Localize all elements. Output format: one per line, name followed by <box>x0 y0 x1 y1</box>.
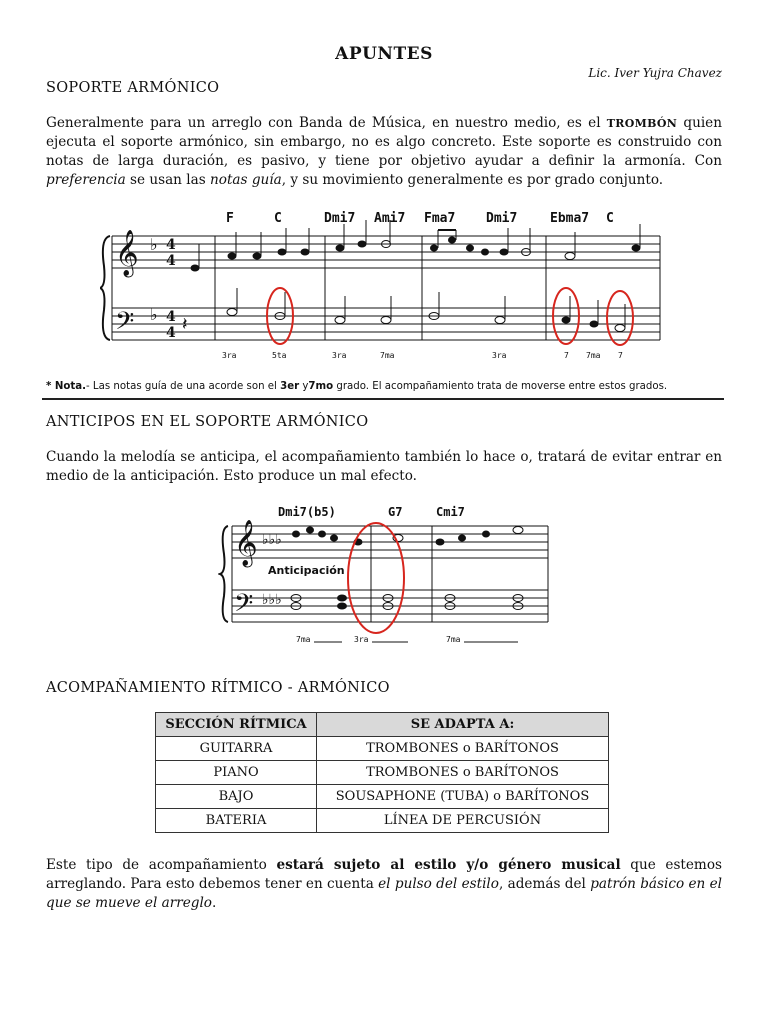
degree-label: 7 <box>618 351 623 360</box>
degree-label: 5ta <box>272 351 287 360</box>
degree-label: 7ma <box>446 635 461 644</box>
treble-clef-icon: 𝄞 <box>234 520 258 566</box>
author-name: Lic. Iver Yujra Chavez <box>588 66 722 80</box>
footnote: * Nota.- Las notas guía de una acorde son el 3er y7mo grado. El acompañamiento trata de moverse entre estos grados. <box>46 381 668 392</box>
rhythm-section-table <box>155 712 609 833</box>
degree-label: 3ra <box>332 351 347 360</box>
anticipation-label: Anticipación <box>268 564 345 577</box>
degree-label: 3ra <box>492 351 507 360</box>
chord-symbol: Dmi7 <box>486 211 518 226</box>
table-row <box>156 737 609 761</box>
bass-clef-icon: 𝄢 <box>234 589 254 624</box>
table-cell: SOUSAPHONE (TUBA) o BARÍTONOS <box>317 785 609 809</box>
music-example-2 <box>218 500 558 650</box>
table-cell: BAJO <box>156 785 317 809</box>
chord-symbol: Ebma7 <box>550 211 590 226</box>
degree-label: 7ma <box>380 351 395 360</box>
degree-label: 7 <box>564 351 569 360</box>
svg-text:4: 4 <box>166 309 176 325</box>
page-title: APUNTES <box>335 44 433 64</box>
degree-label: 7ma <box>296 635 311 644</box>
degree-label: 3ra <box>354 635 369 644</box>
table-cell: BATERIA <box>156 809 317 833</box>
flat-icon: ♭ <box>150 305 158 324</box>
paragraph-soporte: Generalmente para un arreglo con Banda de Música, en nuestro medio, es el TROMBÓN quien ejecuta el soporte armónico, sin embargo, no es algo concreto. Este soporte es construido con notas de larga duración, es pasivo, y tiene por objetivo ayudar a definir la armonía. Con preferencia se usan las notas guía, y su movimiento generalmente es por grado conjunto. <box>46 115 722 188</box>
table-row <box>156 809 609 833</box>
chord-symbol: Dmi7 <box>324 211 356 226</box>
chord-symbol: C <box>274 211 282 226</box>
table-row <box>156 761 609 785</box>
table-header: SE ADAPTA A: <box>317 713 609 737</box>
flat-icon: ♭♭♭ <box>262 592 282 608</box>
music-example-1 <box>100 206 664 372</box>
section-heading-soporte: SOPORTE ARMÓNICO <box>46 80 220 96</box>
svg-text:𝄽: 𝄽 <box>182 314 188 335</box>
section-heading-anticipos: ANTICIPOS EN EL SOPORTE ARMÓNICO <box>46 414 369 430</box>
section-divider <box>42 398 724 400</box>
svg-text:4: 4 <box>166 237 176 253</box>
flat-icon: ♭ <box>150 235 158 254</box>
bass-clef-icon: 𝄢 <box>115 307 135 342</box>
svg-text:4: 4 <box>166 253 176 269</box>
table-cell: PIANO <box>156 761 317 785</box>
chord-symbol: Dmi7(b5) <box>278 505 336 519</box>
degree-label: 7ma <box>586 351 601 360</box>
treble-clef-icon: 𝄞 <box>115 230 139 276</box>
chord-symbol: Cmi7 <box>436 505 465 519</box>
table-cell: TROMBONES o BARÍTONOS <box>317 761 609 785</box>
chord-symbol: F <box>226 211 234 226</box>
bold-trombon: TROMBÓN <box>606 117 678 130</box>
table-header: SECCIÓN RÍTMICA <box>156 713 317 737</box>
chord-symbol: Ami7 <box>374 211 406 226</box>
paragraph-acompanamiento: Este tipo de acompañamiento estará sujeto al estilo y/o género musical que estemos arreglando. Para esto debemos tener en cuenta el pulso del estilo, además del patrón básico en el que se mueve el arreglo. <box>46 857 723 911</box>
flat-icon: ♭♭♭ <box>262 532 282 548</box>
chord-symbol: C <box>606 211 614 226</box>
degree-label: 3ra <box>222 351 237 360</box>
paragraph-anticipos: Cuando la melodía se anticipa, el acompañamiento también lo hace o, tratará de evitar entrar en medio de la anticipación. Esto produce un mal efecto. <box>46 449 722 484</box>
chord-symbol: Fma7 <box>424 211 456 226</box>
chord-symbol: G7 <box>388 505 403 519</box>
table-cell: TROMBONES o BARÍTONOS <box>317 737 609 761</box>
svg-text:4: 4 <box>166 325 176 341</box>
table-cell: GUITARRA <box>156 737 317 761</box>
section-heading-acompanamiento: ACOMPAÑAMIENTO RÍTMICO - ARMÓNICO <box>46 680 390 696</box>
table-row <box>156 785 609 809</box>
table-header-row <box>156 713 609 737</box>
table-cell: LÍNEA DE PERCUSIÓN <box>317 809 609 833</box>
